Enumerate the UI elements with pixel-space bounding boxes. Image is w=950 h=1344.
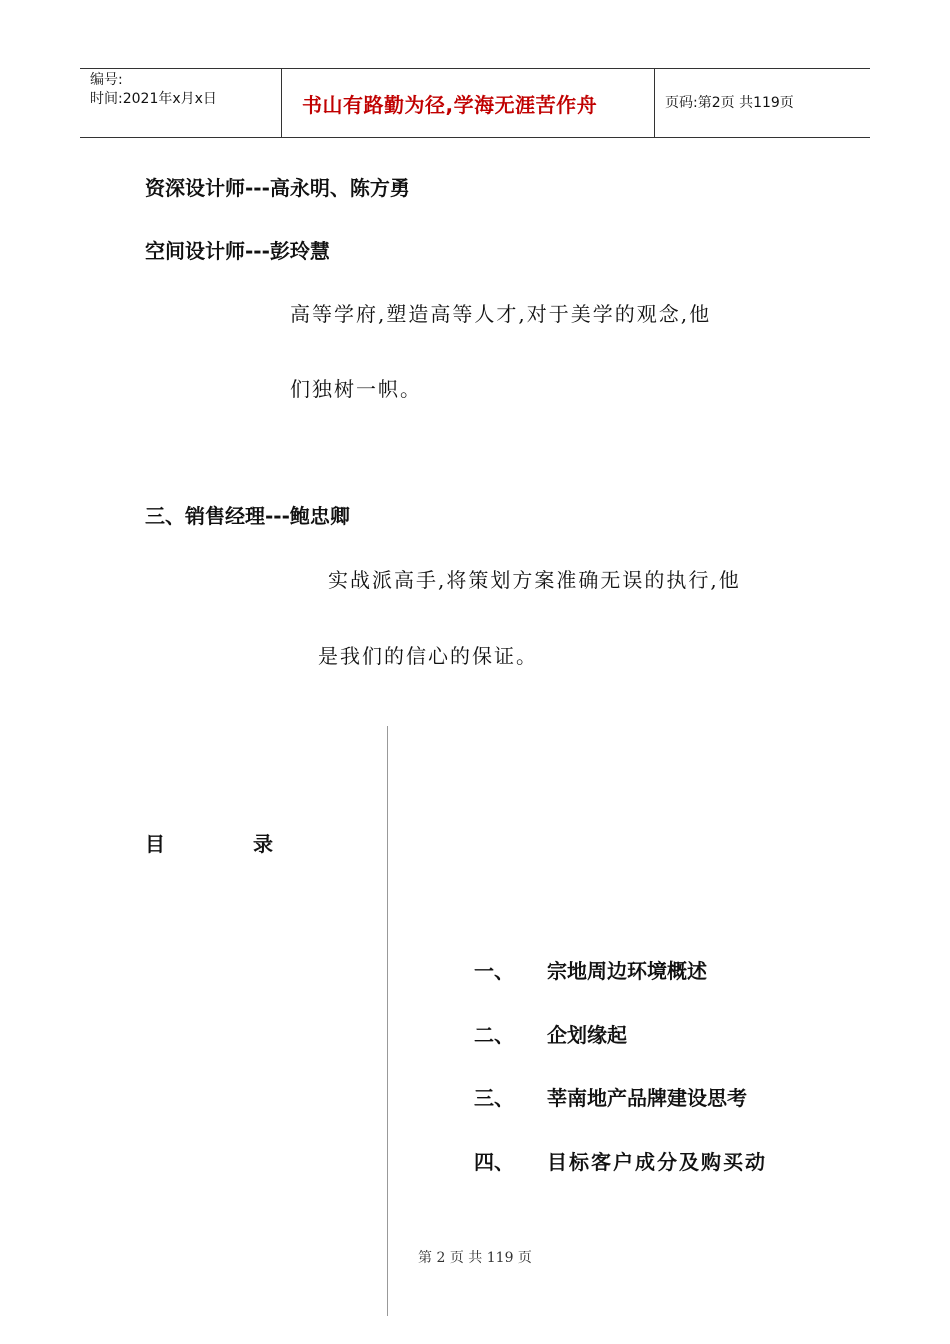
toc-item-text: 宗地周边环境概述 bbox=[547, 959, 707, 983]
senior-designer-line: 资深设计师---高永明、陈方勇 bbox=[145, 176, 410, 200]
header-page-cell bbox=[655, 69, 870, 137]
toc-item-text: 企划缘起 bbox=[547, 1023, 627, 1047]
toc-item-num: 四、 bbox=[474, 1150, 514, 1174]
toc-title-right: 录 bbox=[253, 832, 273, 856]
toc-item-num: 三、 bbox=[474, 1086, 514, 1110]
motto-text: 书山有路勤为径,学海无涯苦作舟 bbox=[302, 93, 598, 117]
toc-item-num: 一、 bbox=[474, 959, 514, 983]
header-meta-cell bbox=[80, 69, 282, 137]
toc-item-num: 二、 bbox=[474, 1023, 514, 1047]
page-info: 页码:第2页 共119页 bbox=[665, 95, 794, 111]
toc-item-text: 莘南地产品牌建设思考 bbox=[547, 1086, 747, 1110]
number-label: 编号: bbox=[90, 72, 123, 88]
header-motto-cell bbox=[282, 69, 655, 137]
paragraph-2-line-1: 实战派高手,将策划方案准确无误的执行,他 bbox=[328, 568, 741, 592]
page-footer: 第 2 页 共 119 页 bbox=[418, 1250, 532, 1266]
sales-manager-line: 三、销售经理---鲍忠卿 bbox=[145, 504, 350, 528]
paragraph-2-line-2: 是我们的信心的保证。 bbox=[318, 644, 538, 668]
document-header bbox=[80, 68, 870, 138]
time-label: 时间:2021年x月x日 bbox=[90, 91, 217, 107]
paragraph-1-line-2: 们独树一帜。 bbox=[290, 377, 422, 401]
space-designer-line: 空间设计师---彭玲慧 bbox=[145, 239, 330, 263]
toc-item-text: 目标客户成分及购买动 bbox=[547, 1150, 767, 1174]
toc-title-left: 目 bbox=[145, 832, 165, 856]
column-divider bbox=[387, 726, 388, 1316]
paragraph-1-line-1: 高等学府,塑造高等人才,对于美学的观念,他 bbox=[290, 302, 712, 326]
